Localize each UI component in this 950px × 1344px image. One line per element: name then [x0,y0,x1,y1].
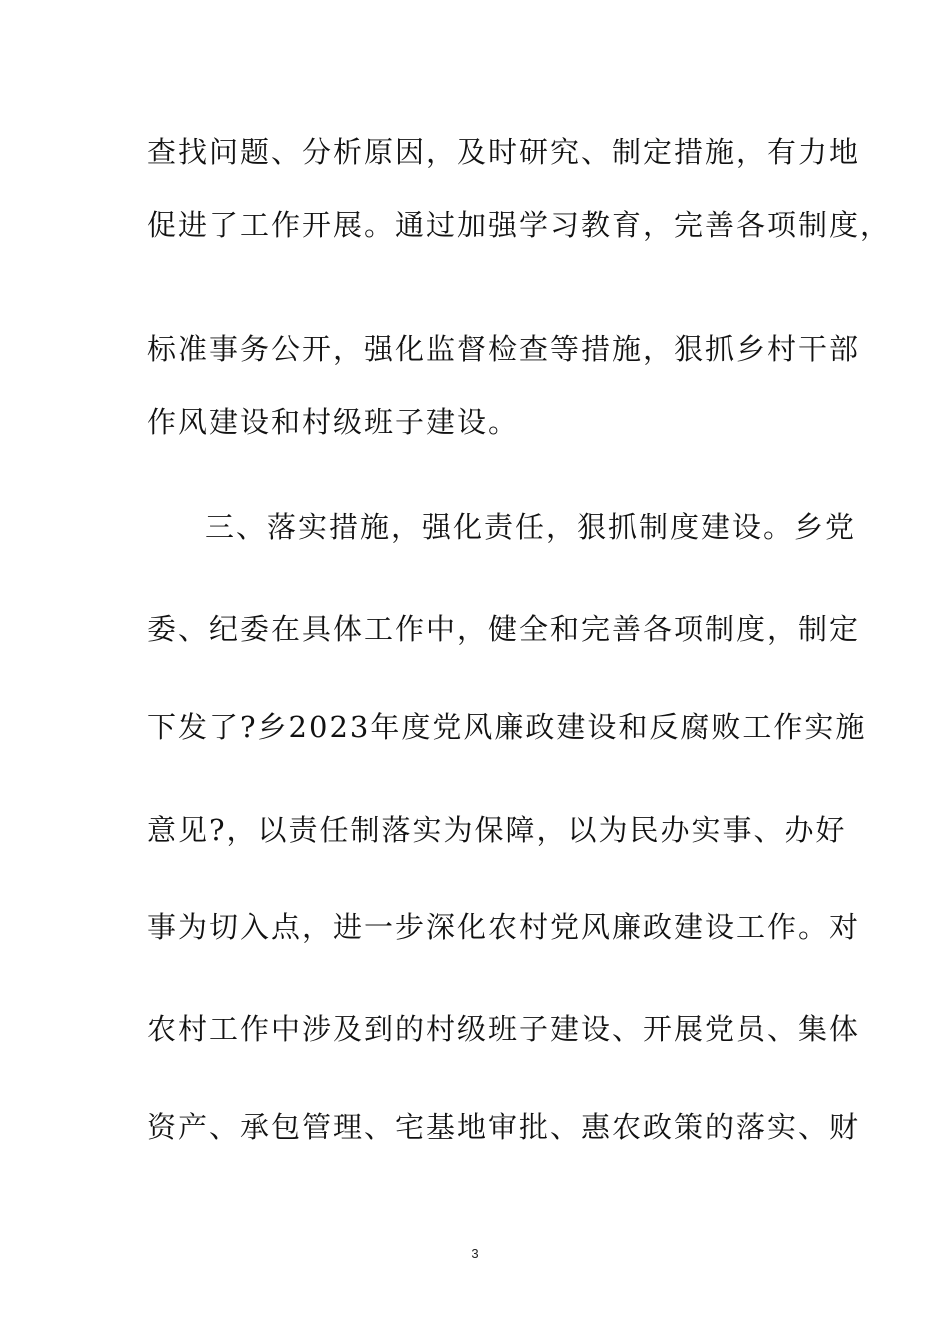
text-line: 事为切入点，进一步深化农村党风廉政建设工作。对 [147,910,861,944]
text-line: 委、纪委在具体工作中，健全和完善各项制度，制定 [147,612,861,646]
text-line: 标准事务公开，强化监督检查等措施，狠抓乡村干部 [147,332,861,366]
text-line: 作风建设和村级班子建设。 [147,405,520,439]
text-line: 下发了?乡2023年度党风廉政建设和反腐败工作实施 [147,710,867,744]
text-line: 促进了工作开展。通过加强学习教育，完善各项制度， [147,208,892,242]
paragraph-first-line: 三、落实措施，强化责任，狠抓制度建设。乡党 [205,510,857,544]
text-line: 资产、承包管理、宅基地审批、惠农政策的落实、财 [147,1110,861,1144]
page-number: 3 [471,1246,479,1261]
text-line: 意见?，以责任制落实为保障，以为民办实事、办好 [147,813,847,847]
text-line: 农村工作中涉及到的村级班子建设、开展党员、集体 [147,1012,861,1046]
text-line: 查找问题、分析原因，及时研究、制定措施，有力地 [147,135,861,169]
